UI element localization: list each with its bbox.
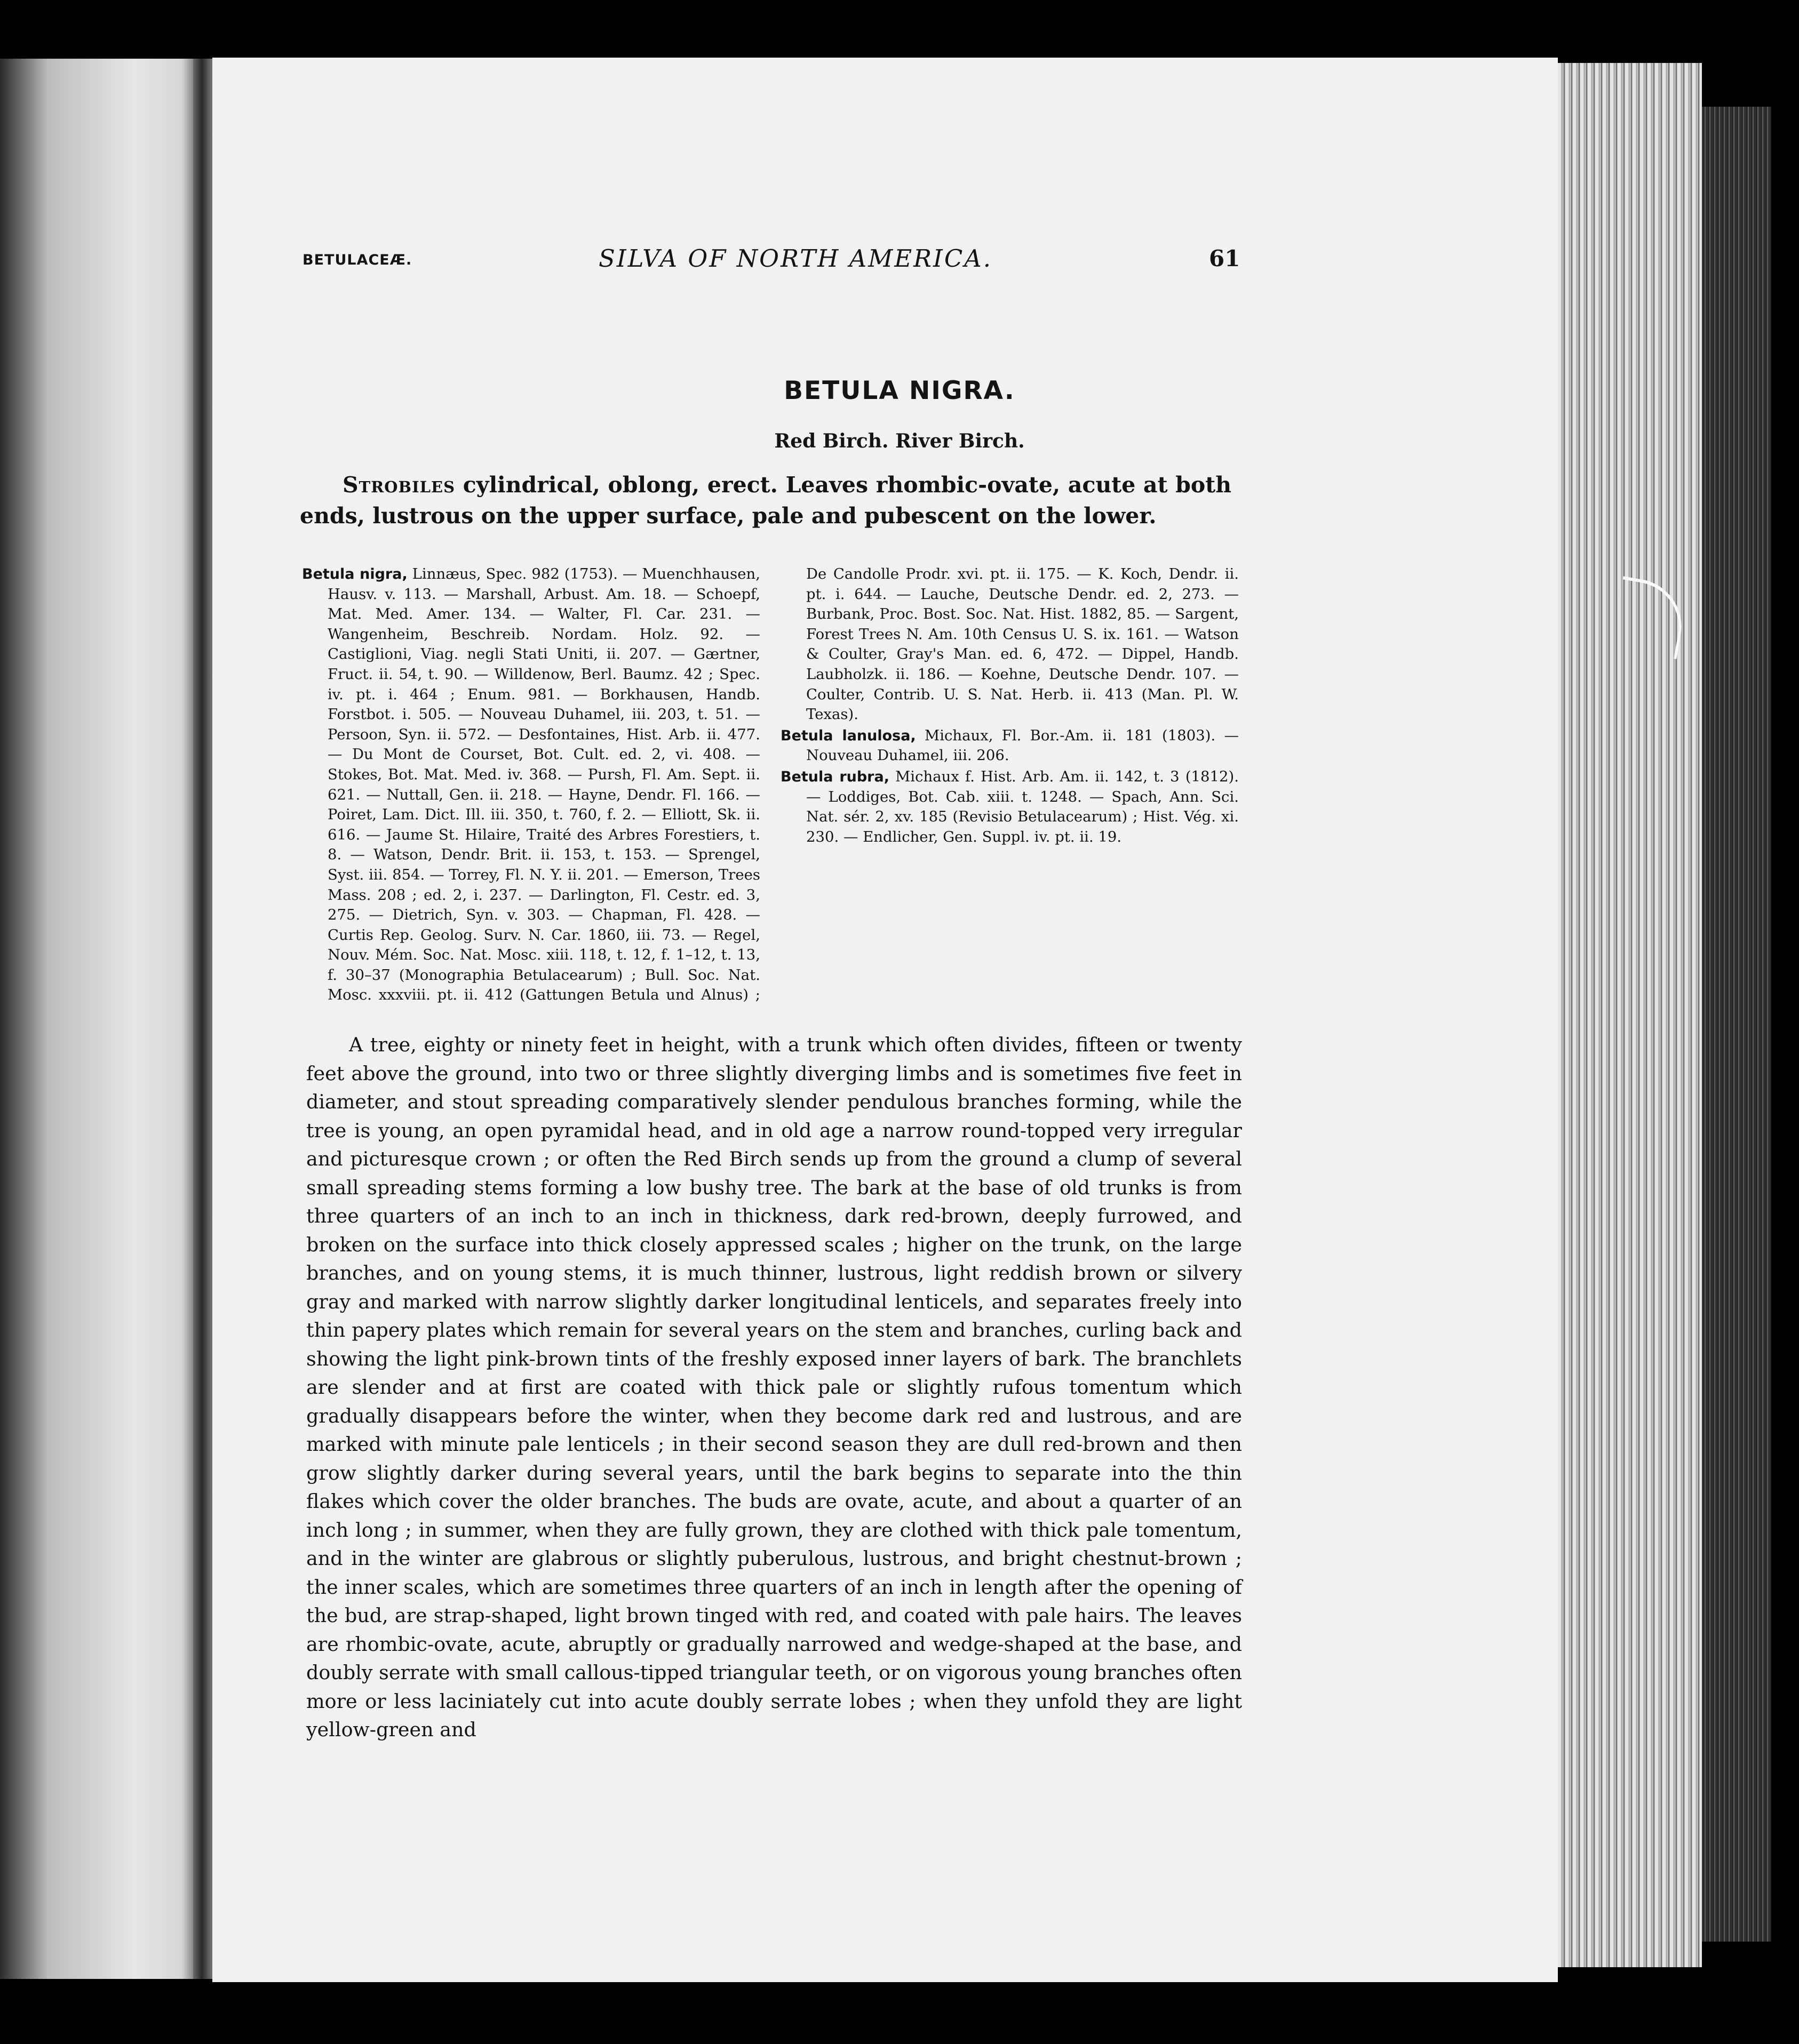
header-title: SILVA OF NORTH AMERICA. xyxy=(599,244,993,273)
diagnosis-text: cylindrical, oblong, erect. Leaves rhombic-ovate, acute at both ends, lustrous on the upper surface, pale and pubescent on the lower. xyxy=(300,472,1231,529)
page-block-edges xyxy=(1558,63,1702,1967)
synonym-name: Betula nigra, xyxy=(302,566,408,582)
page-number: 61 xyxy=(1209,245,1240,272)
running-header xyxy=(0,244,1799,276)
left-page-edge xyxy=(0,59,193,1979)
synonym-entry xyxy=(781,726,1239,766)
species-title: BETULA NIGRA. xyxy=(784,376,1015,405)
synonym-citation: Michaux, Fl. Bor.-Am. ii. 181 (1803). — Nouveau Duhamel, iii. 206. xyxy=(806,726,1239,764)
synonym-citation: Linnæus, Spec. 982 (1753). — Muenchhausen, Hausv. v. 113. — Marshall, Arbust. Am. 18. — Schoepf, Mat. Med. Amer. 134. — Walter, Fl. Car. 231. — Wangenheim, Beschreib. Nordam. Holz. 92. — Castiglioni, Viag. negli Stati Uniti, ii. 207. — Gærtner, Fruct. ii. 54, t. 90. — Willdenow, Berl. Baumz. 42 ; Spec. iv. pt. i. 464 ; Enum. 981. — Borkhausen, Handb. Forstbot. i. 505. — Nouveau Duhamel, iii. 203, t. 51. — Persoon, Syn. ii. 572. — Desfontaines, Hist. Arb. ii. 477. — Du Mont de Courset, Bot. Cult. ed. 2, vi. 408. — Stokes, Bot. Mat. Med. iv. 368. — Pursh, Fl. Am. Sept. ii. 621. — Nuttall, Gen. ii. 218. — Hayne, Dendr. Fl. 166. — Poiret, Lam. Dict. Ill. iii. 350, t. 760, f. 2. — Elliott, Sk. ii. 616. — Jaume St. Hilaire, Traité des Arbres Forestiers, t. 8. — Watson, Dendr. Brit. ii. 153, t. 153. — Sprengel, Syst. iii. 854. — Torrey, Fl. N. Y. ii. 201. — Emerson, Trees Mass. 208 ; ed. 2, i. 237. — Darlington, Fl. Cestr. ed. 3, 275. — Dietrich, Syn. v. 303. — Chapman, Fl. 428. — Curtis Rep. Geolog. Surv. N. Car. 1860, iii. 73. — Regel, Nouv. Mém. Soc. Nat. Mosc. xiii. 118, t. 12, f. 1–12, t. 13, f. 30–37 (Monographia Betulacearum) ; Bull. Soc. Nat. Mosc. xxxviii. pt. ii. 412 (Gattungen Betula und Alnus) ; De Candolle Prodr. xvi. pt. ii. 175. — K. Koch, Dendr. ii. pt. i. 644. — Lauche, Deutsche Dendr. ed. 2, 273. — Burbank, Proc. Bost. Soc. Nat. Hist. 1882, 85. — Sargent, Forest Trees N. Am. 10th Census U. S. ix. 161. — Watson & Coulter, Gray's Man. ed. 6, 472. — Dippel, Handb. Laubholzk. ii. 186. — Koehne, Deutsche Dendr. 107. — Coulter, Contrib. U. S. Nat. Herb. ii. 413 (Man. Pl. W. Texas). xyxy=(328,565,1239,1004)
description-paragraph: A tree, eighty or ninety feet in height, with a trunk which often divides, fifteen or twenty feet above the ground, into two or three slightly diverging limbs and is sometimes five feet in diameter, and stout spreading comparatively slender pendulous branches forming, while the tree is young, an open pyramidal head, and in old age a narrow round-topped very irregular and picturesque crown ; or often the Red Birch sends up from the ground a clump of several small spreading stems forming a low bushy tree. The bark at the base of old trunks is from three quarters of an inch to an inch in thickness, dark red-brown, deeply furrowed, and broken on the surface into thick closely appressed scales ; higher on the trunk, on the large branches, and on young stems, it is much thinner, lustrous, light reddish brown or silvery gray and marked with narrow slightly darker longitudinal lenticels, and separates freely into thin papery plates which remain for several years on the stem and branches, curling back and showing the light pink-brown tints of the freshly exposed inner layers of bark. The branchlets are slender and at first are coated with thick pale or slightly rufous tomentum which gradually disappears before the winter, when they become dark red and lustrous, and are marked with minute pale lenticels ; in their second season they are dull red-brown and then grow slightly darker during several years, until the bark begins to separate into the thin flakes which cover the older branches. The buds are ovate, acute, and about a quarter of an inch long ; in summer, when they are fully grown, they are clothed with thick pale tomentum, and in the winter are glabrous or slightly puberulous, lustrous, and bright chestnut-brown ; the inner scales, which are sometimes three quarters of an inch in length after the opening of the bud, are strap-shaped, light brown tinged with red, and coated with pale hairs. The leaves are rhombic-ovate, acute, abruptly or gradually narrowed and wedge-shaped at the base, and doubly serrate with small callous-tipped triangular teeth, or on vigorous young branches often more or less laciniately cut into acute doubly serrate lobes ; when they unfold they are light yellow-green and xyxy=(306,1033,1242,1741)
description xyxy=(306,1031,1242,1744)
synonym-citation: Michaux f. Hist. Arb. Am. ii. 142, t. 3 (1812). — Loddiges, Bot. Cab. xiii. t. 1248. — Spach, Ann. Sci. Nat. sér. 2, xv. 185 (Revisio Betulacearum) ; Hist. Vég. xi. 230. — Endlicher, Gen. Suppl. iv. pt. ii. 19. xyxy=(806,768,1239,845)
diagnosis-lead: Strobiles xyxy=(343,472,456,498)
book-gutter xyxy=(193,59,212,1979)
diagnosis xyxy=(300,469,1231,531)
synonym-name: Betula rubra, xyxy=(781,768,889,785)
header-family: BETULACEÆ. xyxy=(303,252,412,268)
synonym-entry xyxy=(781,767,1239,847)
synonymy xyxy=(302,564,1239,1007)
common-names: Red Birch. River Birch. xyxy=(774,430,1025,452)
synonym-name: Betula lanulosa, xyxy=(781,727,916,744)
